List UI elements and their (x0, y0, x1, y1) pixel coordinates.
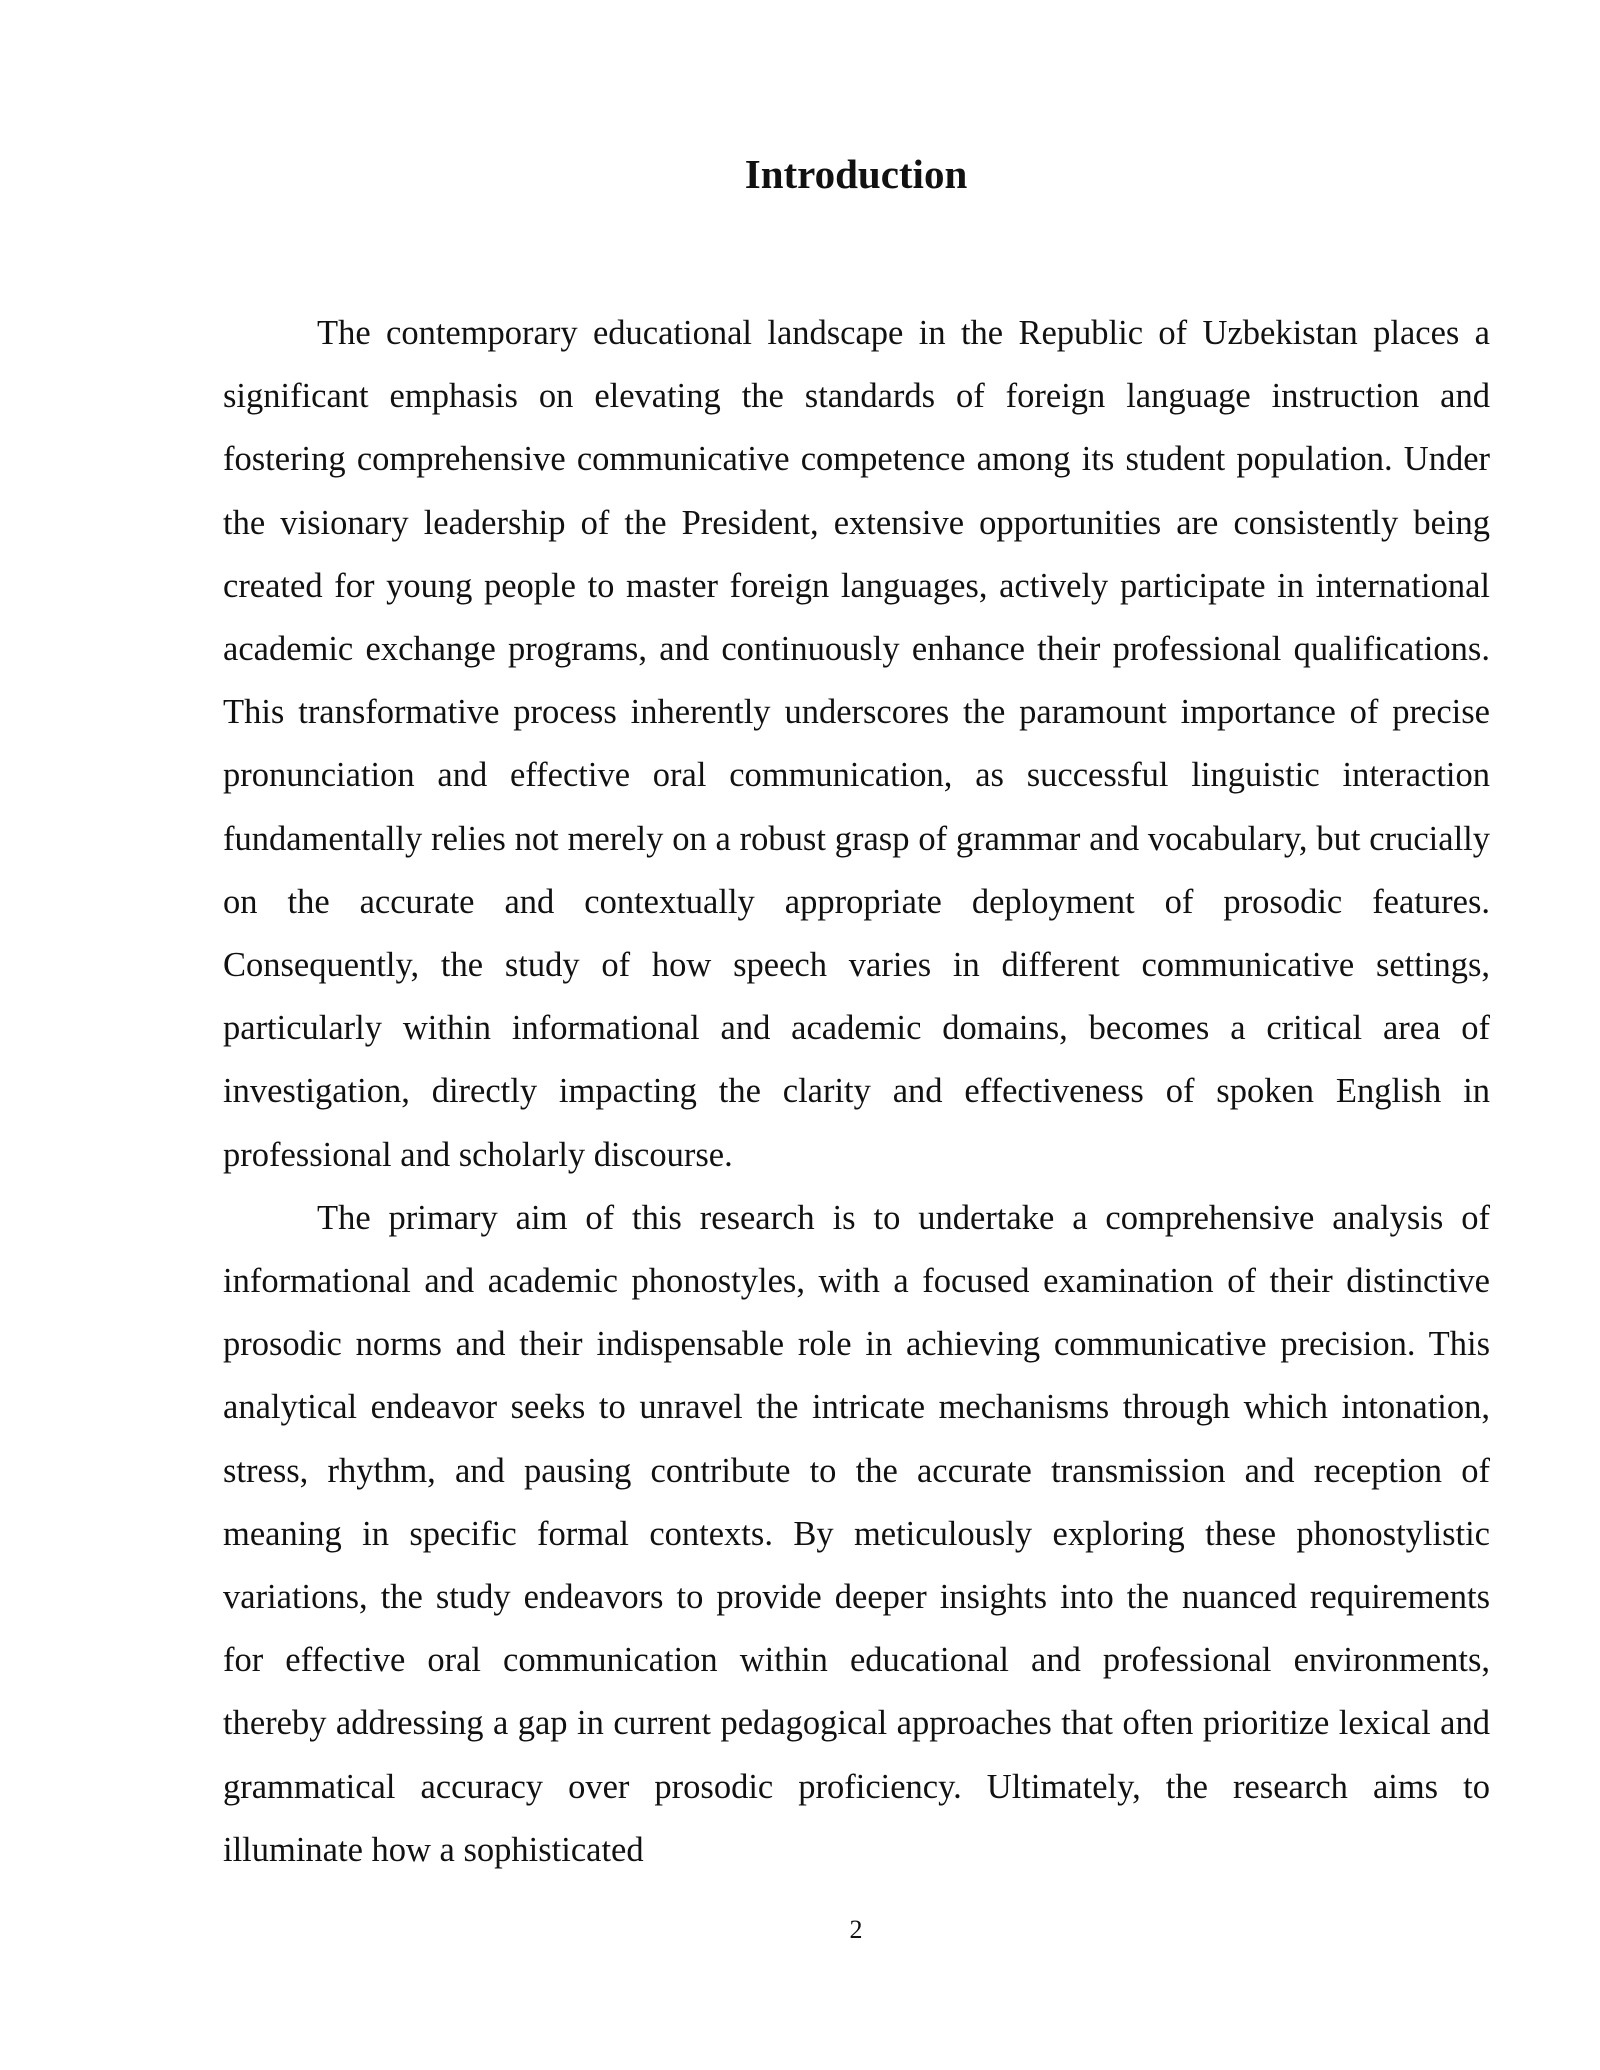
paragraph: The primary aim of this research is to undertake a comprehensive analysis of informational and academic phonostyles, with a focused examination of their distinctive prosodic norms and their indispensable role in achieving communicative precision. This analytical endeavor seeks to unravel the intricate mechanisms through which intonation, stress, rhythm, and pausing contribute to the accurate transmission and reception of meaning in specific formal contexts. By meticulously exploring these phonostylistic variations, the study endeavors to provide deeper insights into the nuanced requirements for effective oral communication within educational and professional environments, thereby addressing a gap in current pedagogical approaches that often prioritize lexical and grammatical accuracy over prosodic proficiency. Ultimately, the research aims to illuminate how a sophisticated (223, 1198, 1490, 1869)
page-title: Introduction (744, 151, 968, 197)
paragraph: The contemporary educational landscape in the Republic of Uzbekistan places a significant emphasis on elevating the standards of foreign language instruction and fostering comprehensive communicative competence among its student population. Under the visionary leadership of the President, extensive opportunities are consistently being created for young people to master foreign languages, actively participate in international academic exchange programs, and continuously enhance their professional qualifications. This transformative process inherently underscores the paramount importance of precise pronunciation and effective oral communication, as successful linguistic interaction fundamentally relies not merely on a robust grasp of grammar and vocabulary, but crucially on the accurate and contextually appropriate deployment of prosodic features. Consequently, the study of how speech varies in different communicative settings, particularly within informational and academic domains, becomes a critical area of investigation, directly impacting the clarity and effectiveness of spoken English in professional and scholarly discourse. (223, 314, 1490, 1174)
body-text (223, 302, 1490, 1882)
page-number: 2 (849, 1915, 863, 1944)
